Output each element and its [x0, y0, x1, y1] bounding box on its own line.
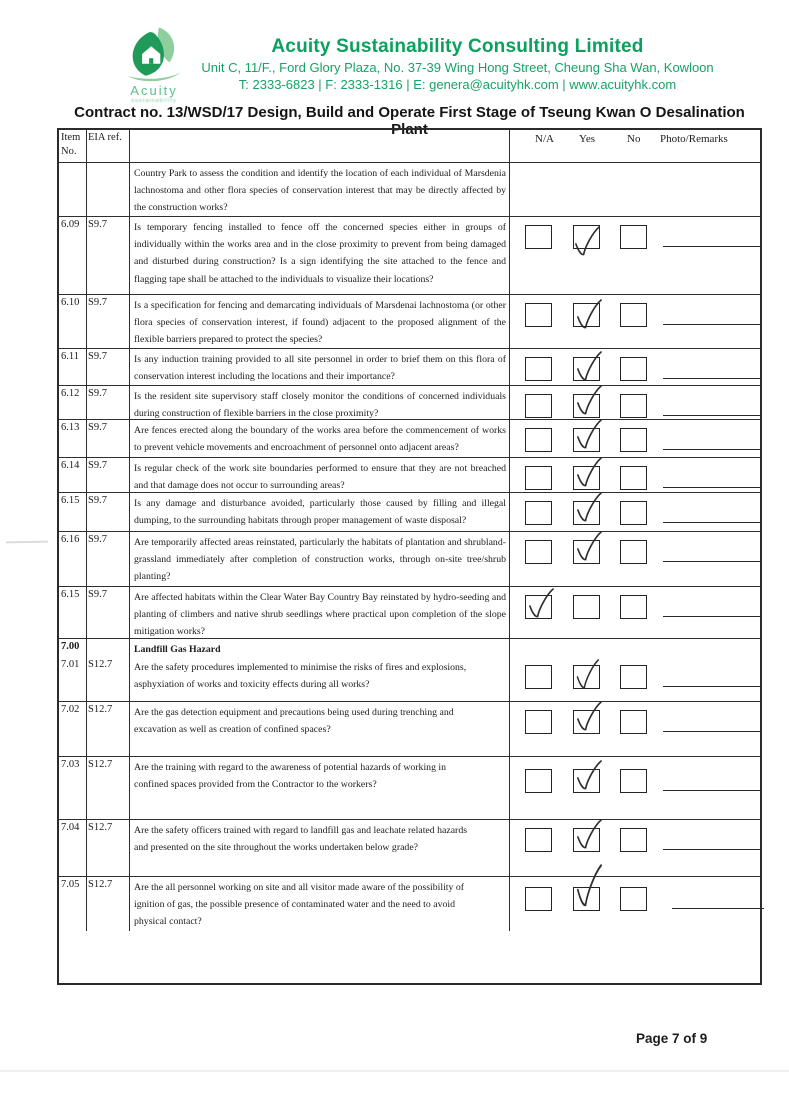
table-row — [59, 757, 760, 820]
na-checkbox[interactable] — [525, 357, 552, 381]
question-cell: Are temporarily affected areas reinstated, particularly the habitats of plantation and shrubland-grassland immediately after completion of construction works, through on-site tree/shrub planting? — [130, 532, 510, 586]
checkmark-icon — [526, 588, 555, 620]
company-contact: T: 2333-6823 | F: 2333-1316 | E: genera@acuityhk.com | www.acuityhk.com — [238, 77, 677, 92]
question-cell: Landfill Gas Hazard — [130, 639, 510, 657]
item-no-cell: 6.15 — [59, 493, 87, 531]
response-cell — [510, 493, 760, 531]
question-cell: Are the gas detection equipment and precautions being used during trenching and excavation as well as creation of confined spaces? — [130, 702, 510, 756]
remarks-line[interactable] — [663, 790, 760, 791]
eia-ref-header: EIA ref. — [87, 130, 130, 162]
no-checkbox[interactable] — [620, 828, 647, 852]
response-cell — [510, 820, 760, 876]
item-no-cell: 7.00 — [59, 639, 87, 657]
checkmark-icon — [574, 385, 603, 417]
remarks-line[interactable] — [663, 686, 760, 687]
checkmark-icon — [574, 492, 603, 524]
remarks-line[interactable] — [663, 616, 760, 617]
item-no-cell: 6.09 — [59, 217, 87, 294]
item-no-cell: 7.04 — [59, 820, 87, 876]
response-cell — [510, 386, 760, 419]
eia-ref-cell: S12.7 — [87, 657, 130, 701]
question-cell: Is any induction training provided to all site personnel in order to brief them on this flora of conservation interest including the locations and their importance? — [130, 349, 510, 385]
question-cell: Are the safety procedures implemented to minimise the risks of fires and explosions, asphyxiation of works and toxicity effects during all works? — [130, 657, 510, 701]
checkmark-icon — [574, 659, 600, 691]
table-row — [59, 877, 760, 931]
response-cell — [510, 458, 760, 492]
checkmark-icon — [572, 226, 601, 258]
yes-checkbox[interactable] — [573, 225, 600, 249]
table-row — [59, 349, 760, 386]
scan-artifact — [6, 541, 48, 544]
checkmark-icon — [574, 864, 603, 910]
table-header-row — [59, 130, 760, 163]
item-no-cell: 6.12 — [59, 386, 87, 419]
logo-tagline: sustainability — [131, 98, 177, 104]
item-no-header — [59, 130, 87, 162]
yes-checkbox[interactable] — [573, 540, 600, 564]
no-checkbox[interactable] — [620, 466, 647, 490]
item-no-cell: 6.11 — [59, 349, 87, 385]
table-row — [59, 217, 760, 295]
table-row — [59, 702, 760, 757]
no-checkbox[interactable] — [620, 710, 647, 734]
checkmark-icon — [574, 457, 603, 489]
remarks-line[interactable] — [663, 561, 760, 562]
eia-ref-cell: S12.7 — [87, 757, 130, 819]
na-checkbox[interactable] — [525, 769, 552, 793]
response-cell — [510, 639, 760, 657]
document-title: Contract no. 13/WSD/17 Design, Build and Operate First Stage of Tseung Kwan O Desalination Plant — [74, 104, 745, 138]
na-checkbox[interactable] — [525, 540, 552, 564]
table-row — [59, 587, 760, 639]
response-cell — [510, 420, 760, 457]
no-checkbox[interactable] — [620, 225, 647, 249]
item-no-cell: 7.02 — [59, 702, 87, 756]
na-checkbox[interactable] — [525, 501, 552, 525]
item-no-cell: 7.03 — [59, 757, 87, 819]
eia-ref-cell: S9.7 — [87, 295, 130, 348]
yes-checkbox[interactable] — [573, 501, 600, 525]
no-checkbox[interactable] — [620, 303, 647, 327]
table-row — [59, 820, 760, 877]
checkmark-icon — [574, 760, 603, 792]
remarks-line[interactable] — [663, 415, 760, 416]
na-checkbox[interactable] — [525, 595, 552, 619]
remarks-line[interactable] — [663, 246, 760, 247]
checkmark-icon — [574, 701, 603, 733]
remarks-line[interactable] — [663, 487, 760, 488]
item-no-cell: 6.14 — [59, 458, 87, 492]
item-no-cell — [59, 163, 87, 216]
company-address: Unit C, 11/F., Ford Glory Plaza, No. 37-39 Wing Hong Street, Cheung Sha Wan, Kowloon — [201, 60, 714, 75]
no-checkbox[interactable] — [620, 357, 647, 381]
checkmark-icon — [574, 419, 603, 451]
no-checkbox[interactable] — [620, 540, 647, 564]
remarks-line[interactable] — [663, 378, 760, 379]
item-header-line2: No. — [61, 146, 77, 157]
remarks-line[interactable] — [663, 522, 760, 523]
remarks-line[interactable] — [663, 849, 760, 850]
na-checkbox[interactable] — [525, 394, 552, 418]
eia-ref-cell: S12.7 — [87, 820, 130, 876]
question-header — [130, 130, 510, 162]
table-row — [59, 386, 760, 420]
na-checkbox[interactable] — [525, 710, 552, 734]
eia-ref-cell: S9.7 — [87, 349, 130, 385]
yes-checkbox[interactable] — [573, 710, 600, 734]
table-row — [59, 295, 760, 349]
company-name: Acuity Sustainability Consulting Limited — [271, 36, 644, 57]
eia-ref-cell: S9.7 — [87, 458, 130, 492]
remarks-line[interactable] — [663, 731, 760, 732]
na-checkbox[interactable] — [525, 887, 552, 911]
yes-checkbox[interactable] — [573, 887, 600, 911]
yes-checkbox[interactable] — [573, 428, 600, 452]
na-checkbox[interactable] — [525, 428, 552, 452]
item-no-cell: 6.10 — [59, 295, 87, 348]
checkmark-icon — [574, 299, 603, 331]
response-cell — [510, 217, 760, 294]
checkmark-icon — [574, 351, 603, 383]
response-cell — [510, 532, 760, 586]
eia-ref-cell: S12.7 — [87, 877, 130, 931]
item-no-cell: 7.01 — [59, 657, 87, 701]
response-cell — [510, 877, 760, 931]
no-checkbox[interactable] — [620, 595, 647, 619]
page-edge-line — [0, 1070, 789, 1072]
letterhead — [170, 36, 745, 92]
na-checkbox[interactable] — [525, 225, 552, 249]
item-header-line1: Item — [61, 132, 81, 143]
yes-checkbox[interactable] — [573, 466, 600, 490]
yes-checkbox[interactable] — [573, 595, 600, 619]
page-number: Page 7 of 9 — [636, 1031, 708, 1046]
yes-checkbox[interactable] — [573, 357, 600, 381]
checklist-table — [57, 128, 762, 985]
item-no-cell: 7.05 — [59, 877, 87, 931]
question-cell: Are affected habitats within the Clear Water Bay Country Bay reinstated by hydro-seeding and planting of climbers and native shrub seedlings where practical upon completion of the slope mitigation works? — [130, 587, 510, 638]
no-checkbox[interactable] — [620, 394, 647, 418]
na-checkbox[interactable] — [525, 303, 552, 327]
table-row — [59, 493, 760, 532]
no-checkbox[interactable] — [620, 887, 647, 911]
response-cell — [510, 657, 760, 701]
response-cell — [510, 757, 760, 819]
na-checkbox[interactable] — [525, 665, 552, 689]
response-cell — [510, 702, 760, 756]
response-cell — [510, 587, 760, 638]
question-cell: Are the training with regard to the awareness of potential hazards of working in confined spaces provided from the Contractor to the workers? — [130, 757, 510, 819]
table-row — [59, 532, 760, 587]
question-cell: Is a specification for fencing and demarcating individuals of Marsdenai lachnostoma (or other flora species of conservation interest, if found) adjacent to the proposed alignment of the flexible barriers prepared to protect the species? — [130, 295, 510, 348]
checkmark-icon — [574, 531, 603, 563]
eia-ref-cell: S12.7 — [87, 702, 130, 756]
eia-ref-cell: S9.7 — [87, 386, 130, 419]
table-row — [59, 420, 760, 458]
remarks-line[interactable] — [663, 324, 760, 325]
response-cell — [510, 295, 760, 348]
eia-ref-cell: S9.7 — [87, 587, 130, 638]
question-cell: Is any damage and disturbance avoided, particularly those caused by filling and illegal dumping, to the surrounding habitats through proper management of waste disposal? — [130, 493, 510, 531]
checkmark-icon — [574, 819, 603, 851]
no-checkbox[interactable] — [620, 428, 647, 452]
yes-checkbox[interactable] — [573, 828, 600, 852]
logo-wordmark: Acuity — [130, 83, 178, 98]
question-cell: Are the safety officers trained with regard to landfill gas and leachate related hazards and presented on the site throughout the works undertaken below grade? — [130, 820, 510, 876]
remarks-line[interactable] — [672, 908, 764, 909]
yes-column-label: Yes — [579, 133, 596, 145]
item-no-cell: 6.15 — [59, 587, 87, 638]
question-cell: Is the resident site supervisory staff closely monitor the conditions of concerned individuals during construction of flexible barriers in the close proximity? — [130, 386, 510, 419]
table-row — [59, 163, 760, 217]
yes-checkbox[interactable] — [573, 303, 600, 327]
na-column-label: N/A — [535, 133, 554, 145]
item-no-cell: 6.13 — [59, 420, 87, 457]
eia-ref-cell — [87, 163, 130, 216]
table-row — [59, 458, 760, 493]
response-cell — [510, 163, 760, 216]
response-cell — [510, 349, 760, 385]
remarks-line[interactable] — [663, 449, 760, 450]
table-row — [59, 639, 760, 657]
eia-ref-cell: S9.7 — [87, 493, 130, 531]
eia-ref-cell: S9.7 — [87, 532, 130, 586]
yes-checkbox[interactable] — [573, 665, 600, 689]
na-checkbox[interactable] — [525, 466, 552, 490]
question-cell: Is temporary fencing installed to fence off the concerned species either in groups of individually within the works area and in the close proximity to prevent from being damaged and disturbed during construction? Is a sign identifying the site attached to the fence and flagging tape shall be attached to the individuals to visualize their locations? — [130, 217, 510, 294]
remarks-column-label: Photo/Remarks — [660, 133, 728, 145]
yes-checkbox[interactable] — [573, 769, 600, 793]
no-column-label: No — [627, 133, 641, 145]
eia-ref-cell: S9.7 — [87, 217, 130, 294]
question-cell: Is regular check of the work site boundaries performed to ensure that they are not breached and that damage does not occur to surrounding areas? — [130, 458, 510, 492]
item-no-cell: 6.16 — [59, 532, 87, 586]
yes-checkbox[interactable] — [573, 394, 600, 418]
response-header — [510, 130, 760, 162]
question-cell: Are the all personnel working on site and all visitor made aware of the possibility of ignition of gas, the possible presence of contaminated water and the need to avoid physical contact? — [130, 877, 510, 931]
question-cell: Are fences erected along the boundary of the works area before the commencement of works to prevent vehicle movements and encroachment of personnel onto adjacent areas? — [130, 420, 510, 457]
question-cell: Country Park to assess the condition and identify the location of each individual of Marsdenia lachnostoma and other flora species of conservation interest that may be directly affected by the construction works? — [130, 163, 510, 216]
na-checkbox[interactable] — [525, 828, 552, 852]
no-checkbox[interactable] — [620, 769, 647, 793]
eia-ref-cell: S9.7 — [87, 420, 130, 457]
eia-ref-cell — [87, 639, 130, 657]
no-checkbox[interactable] — [620, 665, 647, 689]
table-row — [59, 657, 760, 702]
no-checkbox[interactable] — [620, 501, 647, 525]
